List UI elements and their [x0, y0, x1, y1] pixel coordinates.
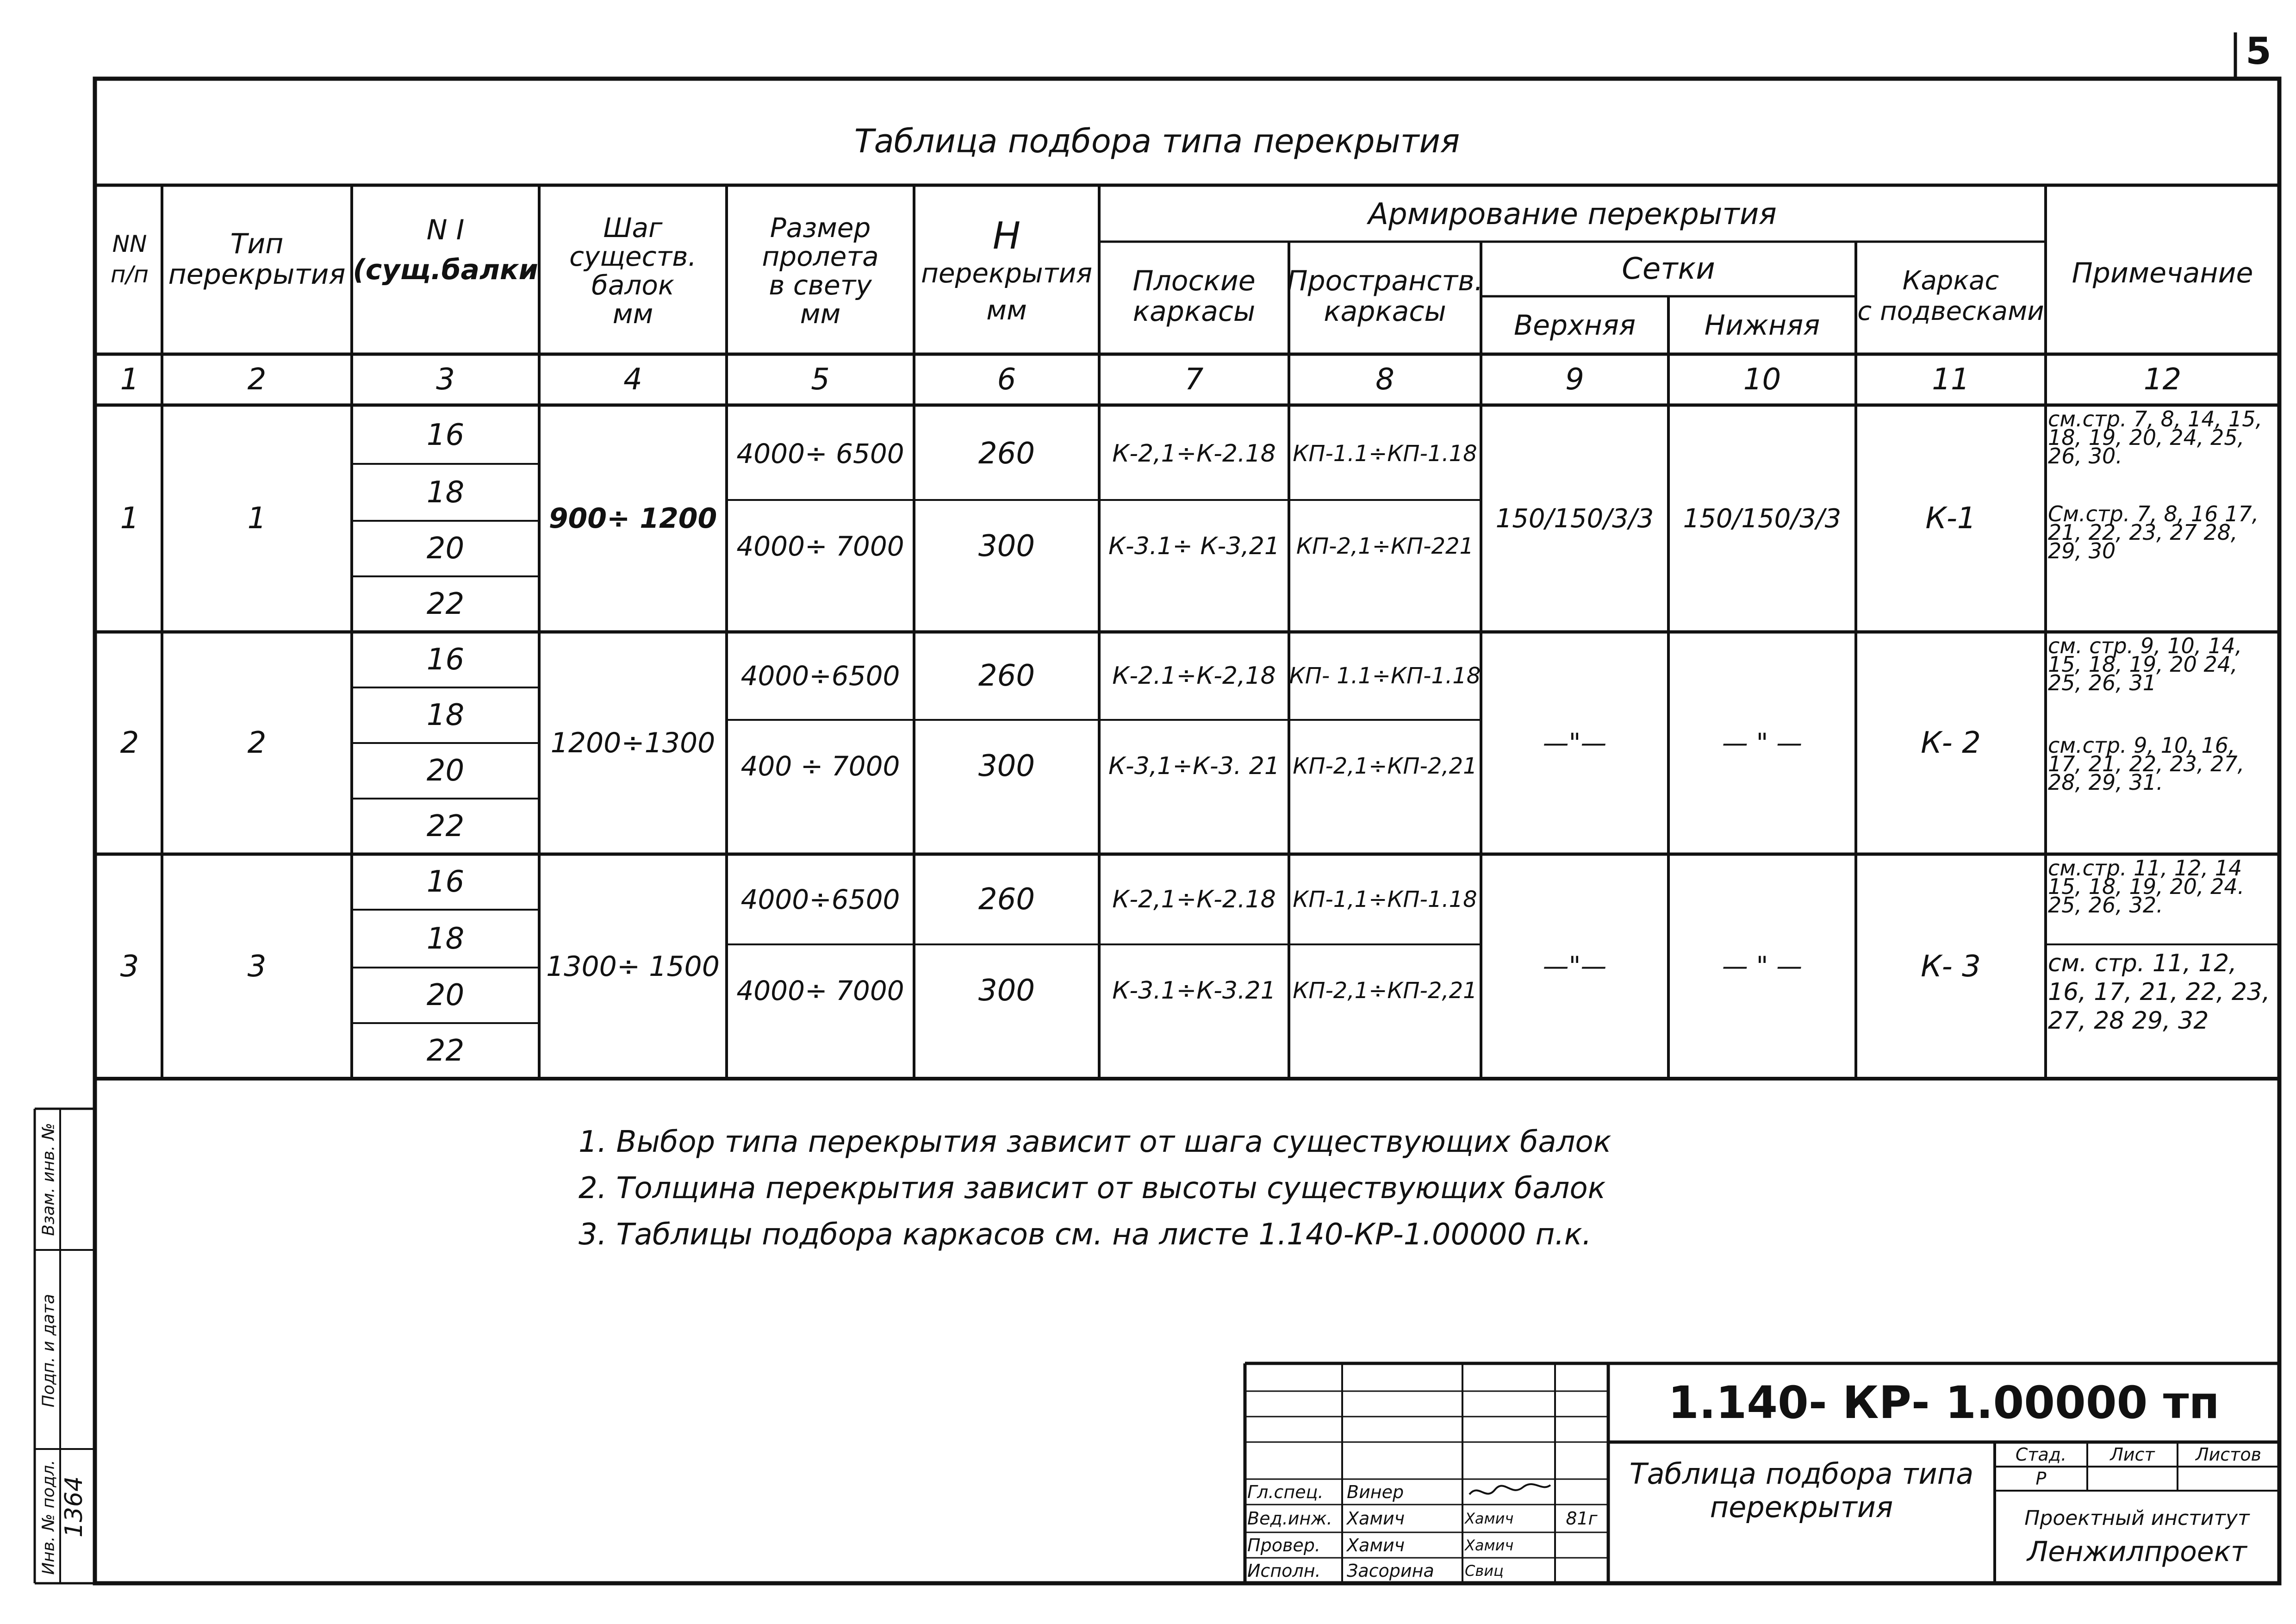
signer-name: Засорина — [1347, 1560, 1434, 1581]
sheet-label: Лист — [2110, 1444, 2155, 1465]
row2-flat: К-2.1÷К-2,18 — [1112, 662, 1276, 690]
header-type-line2: перекрытия — [168, 258, 346, 291]
row3-step: 1300÷ 1500 — [546, 950, 720, 983]
row1-type: 1 — [247, 501, 267, 536]
header-height — [914, 204, 1099, 343]
header-span-line1: Размер — [770, 212, 871, 244]
row2-spatial: КП- 1.1÷КП-1.18 — [1289, 663, 1481, 689]
org-line1: Проектный институт — [2024, 1506, 2250, 1530]
header-span-line2: пролета — [762, 241, 879, 272]
row3-lower: — " — — [1722, 951, 1803, 981]
row2-span: 400 ÷ 7000 — [740, 750, 900, 782]
col-number: 7 — [1184, 362, 1204, 397]
row1-nn: 1 — [120, 501, 139, 536]
row1-height: 260 — [978, 437, 1035, 471]
header-step-line2: существ. — [569, 241, 697, 272]
signer-signature: Хамич — [1465, 1536, 1514, 1554]
header-step — [539, 194, 727, 347]
strip-sign-date: Подп. и дата — [39, 1293, 58, 1408]
header-type — [162, 213, 352, 306]
row3-height: 260 — [978, 882, 1035, 917]
header-meshes: Сетки — [1622, 252, 1715, 286]
doc-code: 1.140- КР- 1.00000 тп — [1668, 1377, 2220, 1429]
row2-lower: — " — — [1722, 728, 1803, 758]
row2-beam: 20 — [426, 754, 465, 788]
row1-span: 4000÷ 6500 — [736, 438, 904, 469]
header-span-line4: мм — [800, 298, 841, 330]
col-number: 1 — [120, 362, 139, 397]
row1-note: См.стр. 7, 8, 16 17, 21, 22, 23, 27 28, 29, 30 — [2048, 501, 2259, 563]
sheets-label: Листов — [2196, 1444, 2261, 1465]
row2-height: 260 — [978, 659, 1035, 693]
row3-beam: 20 — [426, 978, 465, 1012]
col-number: 2 — [247, 362, 267, 397]
row2-beam: 18 — [426, 698, 465, 732]
strip-replacement-inv: Взам. инв. № — [39, 1123, 58, 1236]
organization — [1995, 1493, 2279, 1581]
header-upper: Верхняя — [1513, 309, 1636, 342]
org-line2: Ленжилпроект — [2027, 1535, 2247, 1568]
row2-type: 2 — [247, 726, 267, 760]
row1-beam: 18 — [426, 475, 465, 510]
row2-note: см. стр. 9, 10, 14, 15, 18, 19, 20 24, 25, 26, 31 — [2048, 633, 2242, 695]
row2-flat: К-3,1÷К-3. 21 — [1108, 752, 1280, 780]
signature-scribble — [1467, 1480, 1553, 1504]
header-hanger-frame — [1856, 250, 2046, 343]
header-step-line1: Шаг — [603, 212, 663, 244]
row2-note: см.стр. 9, 10, 16, 17, 21, 22, 23, 27, 28, 29, 31. — [2048, 733, 2245, 795]
col-number: 9 — [1565, 362, 1584, 397]
header-lower: Нижняя — [1704, 309, 1820, 342]
row2-upper: —"— — [1543, 728, 1607, 758]
row3-frame: К- 3 — [1921, 949, 1981, 984]
footnote: 2. Толщина перекрытия зависит от высоты существующих балок — [579, 1171, 1606, 1206]
row1-spatial: КП-1.1÷КП-1.18 — [1293, 441, 1477, 467]
row3-beam: 16 — [426, 865, 465, 899]
row3-type: 3 — [247, 949, 267, 984]
header-nn-line1: NN — [112, 231, 147, 257]
header-beam-line1: N I — [426, 214, 465, 246]
header-step-line3: балок — [591, 269, 674, 301]
signer-role: Гл.спец. — [1247, 1481, 1324, 1502]
row1-lower: 150/150/3/3 — [1683, 503, 1842, 534]
col-number: 10 — [1743, 362, 1781, 397]
row2-step: 1200÷1300 — [550, 727, 716, 759]
row3-span: 4000÷ 7000 — [736, 975, 904, 1006]
row1-flat: К-3.1÷ К-3,21 — [1108, 532, 1280, 560]
header-height-line1: H — [992, 214, 1021, 257]
stage-label: Стад. — [2015, 1444, 2067, 1465]
header-note: Примечание — [2072, 257, 2253, 289]
header-flat-line1: Плоские — [1132, 265, 1256, 297]
row3-flat: К-2,1÷К-2.18 — [1112, 885, 1276, 913]
header-flat-frames — [1099, 250, 1289, 343]
sheet-title — [1611, 1444, 1992, 1537]
signer-name: Винер — [1347, 1481, 1404, 1502]
header-nn — [97, 208, 162, 310]
row2-beam: 22 — [426, 809, 465, 843]
col-number: 12 — [2143, 362, 2182, 397]
signer-name: Хамич — [1347, 1535, 1405, 1555]
header-type-line1: Тип — [230, 228, 284, 260]
row3-nn: 3 — [120, 949, 139, 984]
header-height-line2: перекрытия — [921, 257, 1093, 289]
row2-spatial: КП-2,1÷КП-2,21 — [1293, 753, 1477, 779]
col-number: 3 — [436, 362, 455, 397]
col-number: 4 — [623, 362, 642, 397]
row3-spatial: КП-1,1÷КП-1.18 — [1293, 886, 1477, 912]
footnote: 1. Выбор типа перекрытия зависит от шага существующих балок — [579, 1125, 1612, 1159]
col-number: 8 — [1375, 362, 1394, 397]
header-spatial-frames — [1289, 250, 1481, 343]
header-span-line3: в свету — [769, 269, 872, 301]
row1-spatial: КП-2,1÷КП-221 — [1296, 533, 1474, 559]
header-span — [727, 194, 914, 347]
sheet-title-line1: Таблица подбора типа — [1629, 1457, 1974, 1491]
header-beam-line2: (сущ.балки — [353, 254, 538, 286]
table-title: Таблица подбора типа перекрытия — [854, 122, 1460, 160]
row2-span: 4000÷6500 — [740, 660, 900, 692]
header-beam — [352, 194, 539, 306]
row1-flat: К-2,1÷К-2.18 — [1112, 440, 1276, 468]
row1-beam: 20 — [426, 531, 465, 566]
row2-height: 300 — [978, 749, 1035, 783]
row3-height: 300 — [978, 974, 1035, 1008]
signer-date: 81г — [1566, 1508, 1598, 1529]
header-spatial-line1: Пространств. — [1287, 265, 1483, 297]
header-step-line4: мм — [612, 298, 653, 330]
row3-spatial: КП-2,1÷КП-2,21 — [1293, 978, 1477, 1004]
header-spatial-line2: каркасы — [1324, 295, 1446, 328]
strip-inv-number: 1364 — [60, 1476, 88, 1538]
signer-signature: Хамич — [1465, 1510, 1514, 1527]
signer-signature: Свиц — [1465, 1562, 1504, 1580]
row3-upper: —"— — [1543, 951, 1607, 981]
signer-role: Вед.инж. — [1247, 1508, 1332, 1529]
row1-span: 4000÷ 7000 — [736, 531, 904, 562]
col-number: 5 — [811, 362, 830, 397]
header-height-line3: мм — [986, 294, 1027, 326]
row1-upper: 150/150/3/3 — [1495, 503, 1654, 534]
row3-beam: 22 — [426, 1034, 465, 1068]
header-nn-line2: п/п — [110, 261, 149, 288]
row2-frame: К- 2 — [1921, 726, 1981, 760]
row3-note: см. стр. 11, 12, 16, 17, 21, 22, 23, 27, 28 29, 32 — [2048, 949, 2270, 1035]
row1-beam: 16 — [426, 418, 465, 452]
signer-name: Хамич — [1347, 1508, 1405, 1529]
signer-role: Провер. — [1247, 1535, 1320, 1555]
row2-beam: 16 — [426, 643, 465, 677]
row1-step: 900÷ 1200 — [548, 502, 717, 535]
row2-nn: 2 — [120, 726, 139, 760]
row1-frame: К-1 — [1925, 501, 1976, 536]
col-number: 6 — [997, 362, 1016, 397]
header-flat-line2: каркасы — [1132, 295, 1256, 328]
header-hanger-line2: с подвесками — [1857, 296, 2044, 326]
header-reinforcement: Армирование перекрытия — [1368, 197, 1777, 231]
row1-height: 300 — [978, 529, 1035, 563]
row3-beam: 18 — [426, 921, 465, 956]
stage-value: Р — [2035, 1468, 2047, 1489]
footnote: 3. Таблицы подбора каркасов см. на листе 1.140-КР-1.00000 п.к. — [579, 1218, 1592, 1252]
row3-note: см.стр. 11, 12, 14 15, 18, 19, 20, 24. 25, 26, 32. — [2048, 856, 2245, 918]
col-number: 11 — [1932, 362, 1970, 397]
row3-flat: К-3.1÷К-3.21 — [1112, 977, 1276, 1005]
row1-note: см.стр. 7, 8, 14, 15, 18, 19, 20, 24, 25, 26, 30. — [2048, 406, 2263, 468]
row3-span: 4000÷6500 — [740, 883, 900, 915]
signer-role: Исполн. — [1247, 1560, 1321, 1581]
strip-inv-original: Инв. № подл. — [39, 1460, 58, 1575]
row1-beam: 22 — [426, 587, 465, 621]
sheet-title-line2: перекрытия — [1710, 1490, 1893, 1524]
page-number: 5 — [2246, 29, 2271, 73]
header-hanger-line1: Каркас — [1902, 266, 1999, 296]
